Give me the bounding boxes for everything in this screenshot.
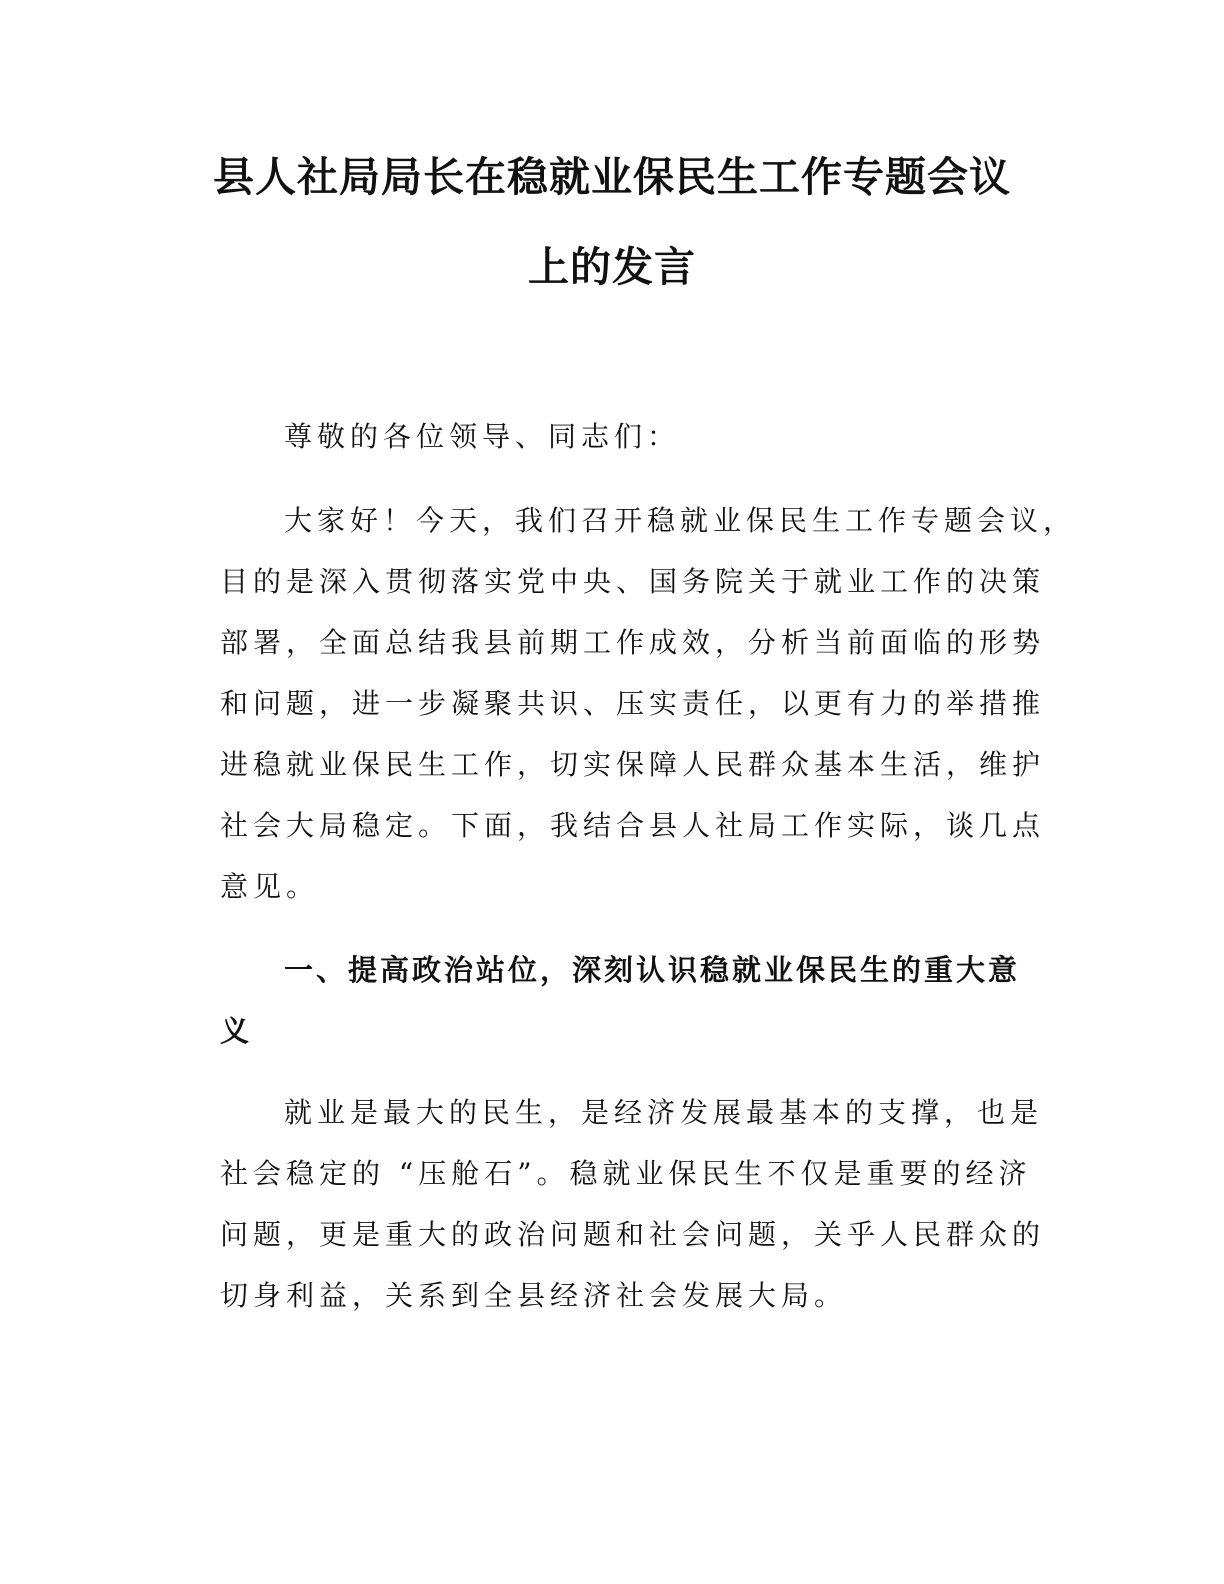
salutation-line: 尊敬的各位领导、同志们： [284, 420, 681, 453]
paragraph-line: 和问题，进一步凝聚共识、压实责任，以更有力的举措推 [220, 687, 1046, 720]
paragraph-line: 部署，全面总结我县前期工作成效，分析当前面临的形势 [220, 626, 1046, 659]
paragraph-line: 意见。 [220, 870, 320, 903]
section-heading [220, 940, 1026, 1062]
paragraph-line: 社会大局稳定。下面，我结合县人社局工作实际，谈几点 [220, 809, 1046, 842]
title-line: 上的发言 [528, 243, 696, 291]
paragraph-line: 目的是深入贯彻落实党中央、国务院关于就业工作的决策 [220, 565, 1046, 598]
paragraph-opening [220, 490, 1077, 917]
paragraph-employment [220, 1082, 1046, 1326]
paragraph-line: 就业是最大的民生，是经济发展最基本的支撑，也是 [284, 1096, 1044, 1129]
paragraph-line: 进稳就业保民生工作，切实保障人民群众基本生活，维护 [220, 748, 1046, 781]
salutation [220, 406, 1026, 467]
paragraph-line: 问题，更是重大的政治问题和社会问题，关乎人民群众的 [220, 1218, 1046, 1251]
document-title [150, 132, 1074, 312]
title-line: 县人社局局长在稳就业保民生工作专题会议 [213, 153, 1011, 201]
paragraph-line: 社会稳定的 “压舱石”。稳就业保民生不仅是重要的经济 [220, 1157, 1032, 1190]
paragraph-line: 切身利益，关系到全县经济社会发展大局。 [220, 1279, 848, 1312]
heading-line: 义 [220, 1014, 253, 1048]
heading-line: 一、提高政治站位，深刻认识稳就业保民生的重大意 [284, 953, 1021, 987]
paragraph-line: 大家好！今天，我们召开稳就业保民生工作专题会议， [284, 504, 1077, 537]
